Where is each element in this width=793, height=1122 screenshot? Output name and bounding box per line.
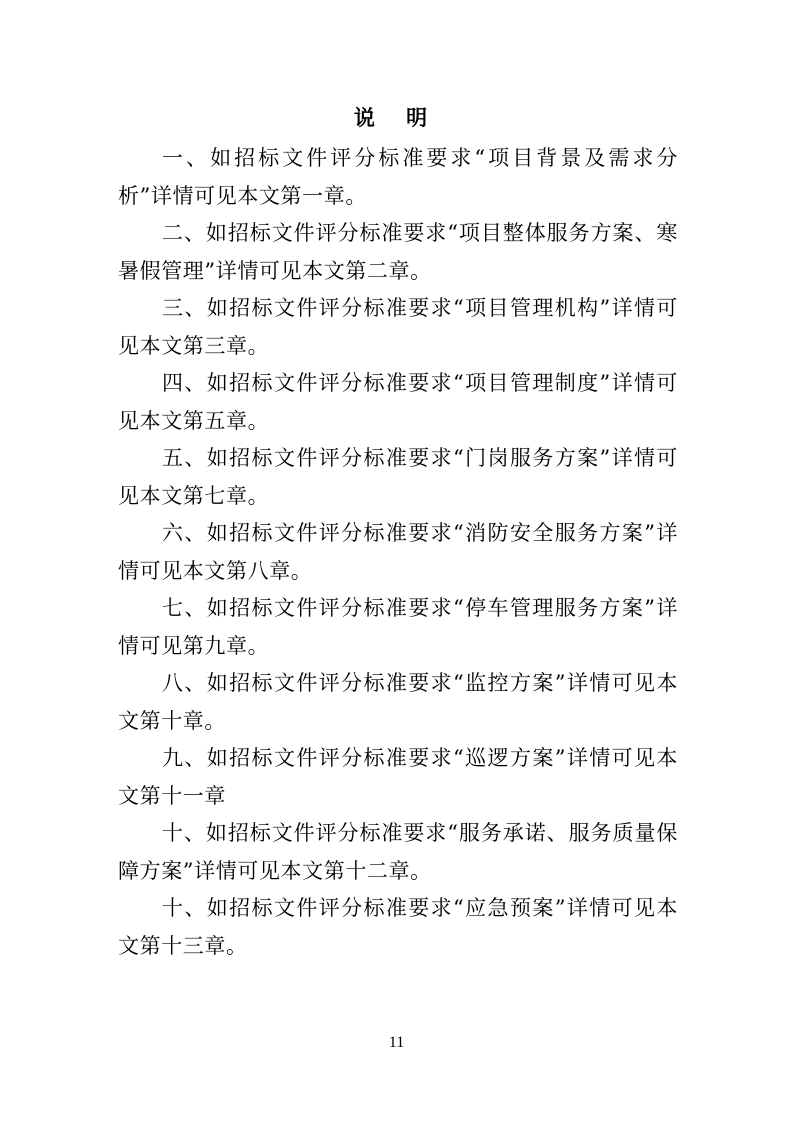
paragraph-6: 六、如招标文件评分标准要求“消防安全服务方案”详情可见本文第八章。 bbox=[118, 521, 678, 583]
document-body bbox=[118, 140, 678, 965]
paragraph-9: 九、如招标文件评分标准要求“巡逻方案”详情可见本文第十一章 bbox=[118, 746, 678, 808]
paragraph-2: 二、如招标文件评分标准要求“项目整体服务方案、寒暑假管理”详情可见本文第二章。 bbox=[118, 221, 678, 283]
paragraph-7: 七、如招标文件评分标准要求“停车管理服务方案”详情可见第九章。 bbox=[118, 596, 678, 658]
paragraph-5: 五、如招标文件评分标准要求“门岗服务方案”详情可见本文第七章。 bbox=[118, 446, 678, 508]
paragraph-11: 十、如招标文件评分标准要求“应急预案”详情可见本文第十三章。 bbox=[118, 896, 678, 958]
paragraph-10: 十、如招标文件评分标准要求“服务承诺、服务质量保障方案”详情可见本文第十二章。 bbox=[118, 821, 678, 883]
paragraph-1: 一、如招标文件评分标准要求“项目背景及需求分析”详情可见本文第一章。 bbox=[118, 146, 678, 208]
page-title: 说 明 bbox=[353, 105, 440, 130]
paragraph-4: 四、如招标文件评分标准要求“项目管理制度”详情可见本文第五章。 bbox=[118, 371, 678, 433]
page-number: 11 bbox=[388, 1034, 405, 1051]
paragraph-8: 八、如招标文件评分标准要求“监控方案”详情可见本文第十章。 bbox=[118, 671, 678, 733]
paragraph-3: 三、如招标文件评分标准要求“项目管理机构”详情可见本文第三章。 bbox=[118, 296, 678, 358]
